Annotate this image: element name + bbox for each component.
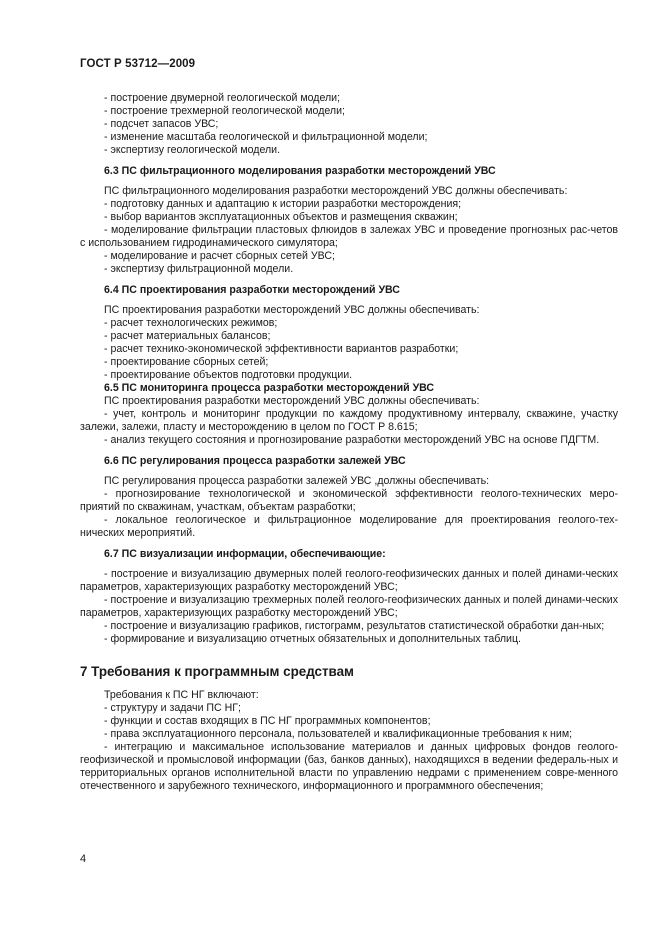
list-item: - расчет материальных балансов; — [104, 330, 271, 342]
list-item: - учет, контроль и мониторинг продукции по каждому продуктивному интервалу, скважине, участку залежи, залежи, пласту и месторождению в целом по ГОСТ Р 8.615; — [80, 408, 618, 433]
list-item: - подготовку данных и адаптацию к истории разработки месторождения; — [104, 198, 462, 210]
section-lead: ПС проектирования разработки месторождений УВС должны обеспечивать: — [104, 304, 480, 316]
list-item: - построение двумерной геологической модели; — [104, 92, 341, 104]
list-item: - функции и состав входящих в ПС НГ программных компонентов; — [104, 715, 431, 727]
section-heading-6-3: 6.3 ПС фильтрационного моделирования разработки месторождений УВС — [104, 165, 496, 177]
document-code: ГОСТ Р 53712—2009 — [80, 58, 196, 70]
list-item: - прогнозирование технологической и экономической эффективности геолого-технических меро-приятий по скважинам, участкам, объектам разработки; — [80, 488, 618, 513]
section-6-3-list — [80, 198, 618, 276]
list-item: - моделирование фильтрации пластовых флюидов в залежах УВС и проведение прогнозных рас-четов с использованием гидродинамического симулятора; — [80, 224, 618, 249]
list-item: - изменение масштаба геологической и фильтрационной модели; — [104, 131, 428, 143]
section-heading-6-7: 6.7 ПС визуализации информации, обеспечивающие: — [104, 548, 386, 560]
page-body — [80, 92, 618, 793]
list-item: - анализ текущего состояния и прогнозирование разработки месторождений УВС на основе ПДГТМ. — [104, 434, 600, 446]
list-item: - подсчет запасов УВС; — [104, 118, 219, 130]
list-item: - построение и визуализацию трехмерных полей геолого-геофизических данных и полей динами-ческих параметров, характеризующих разработку месторождений УВС; — [80, 594, 618, 619]
section-lead: ПС регулирования процесса разработки залежей УВС ,должны обеспечивать: — [104, 475, 490, 487]
page-number: 4 — [80, 853, 87, 865]
section-lead: ПС фильтрационного моделирования разработки месторождений УВС должны обеспечивать: — [104, 185, 568, 197]
intro-list — [80, 92, 618, 157]
section-6-4-list — [80, 317, 618, 382]
section-6-7-list — [80, 568, 618, 646]
list-item: - построение и визуализацию графиков, гистограмм, результатов статистической обработки дан-ных; — [104, 620, 605, 632]
list-item: - экспертизу геологической модели. — [104, 144, 281, 156]
section-lead: ПС проектирования разработки месторождений УВС должны обеспечивать: — [104, 395, 480, 407]
list-item: - формирование и визуализацию отчетных обязательных и дополнительных таблиц. — [104, 633, 521, 645]
list-item: - проектирование сборных сетей; — [104, 356, 269, 368]
list-item: - построение трехмерной геологической модели; — [104, 105, 345, 117]
section-6-5-list — [80, 408, 618, 447]
section-6-6-list — [80, 488, 618, 540]
list-item: - локальное геологическое и фильтрационное моделирование для проектирования геолого-тех-нических мероприятий. — [80, 514, 618, 539]
list-item: - экспертизу фильтрационной модели. — [104, 263, 294, 275]
section-heading-6-5: 6.5 ПС мониторинга процесса разработки месторождений УВС — [104, 382, 435, 394]
section-heading-6-4: 6.4 ПС проектирования разработки месторождений УВС — [104, 284, 400, 296]
section-heading-6-6: 6.6 ПС регулирования процесса разработки залежей УВС — [104, 455, 406, 467]
chapter-heading-7: 7 Требования к программным средствам — [80, 664, 354, 679]
list-item: - проектирование объектов подготовки продукции. — [104, 369, 353, 381]
list-item: - выбор вариантов эксплуатационных объектов и размещения скважин; — [104, 211, 458, 223]
list-item: - интеграцию и максимальное использование материалов и данных цифровых фондов геолого-геофизической и промысловой информации (баз, банков данных), находящихся в ведении федераль-ных и территориальных органов исполнительной власти по управлению недрами с применением совре-менного отечественного и зарубежного технического, информационного и программного обеспечения; — [80, 741, 618, 792]
list-item: - расчет технико-экономической эффективности вариантов разработки; — [104, 343, 459, 355]
section-lead: Требования к ПС НГ включают: — [104, 689, 259, 701]
list-item: - расчет технологических режимов; — [104, 317, 278, 329]
list-item: - права эксплуатационного персонала, пользователей и квалификационные требования к ним; — [104, 728, 573, 740]
list-item: - структуру и задачи ПС НГ; — [104, 702, 241, 714]
section-7-list — [80, 702, 618, 793]
list-item: - моделирование и расчет сборных сетей УВС; — [104, 250, 335, 262]
list-item: - построение и визуализацию двумерных полей геолого-геофизических данных и полей динами-ческих параметров, характеризующих разработку месторождений УВС; — [80, 568, 618, 593]
